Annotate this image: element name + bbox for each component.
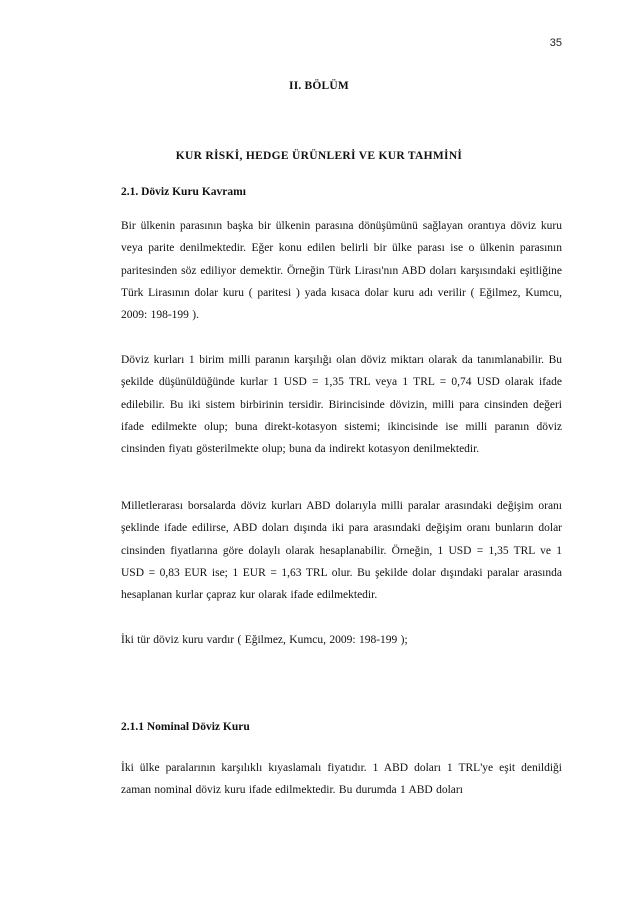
chapter-title: KUR RİSKİ, HEDGE ÜRÜNLERİ VE KUR TAHMİNİ [175,150,463,162]
paragraph: Bir ülkenin parasının başka bir ülkenin parasına dönüşümünü sağlayan orantıya döviz kuru veya parite denilmektedir. Eğer konu edilen belirli bir ülke parası ise o ülkenin parasının paritesinden söz ediliyor demektir. Örneğin Türk Lirası'nın ABD doları karşısındaki eşitliğine Türk Lirasının dolar kuru ( paritesi ) yada kısaca dolar kuru adı verilir ( Eğilmez, Kumcu, 2009: 198-199 ). [121,220,562,322]
page-number: 35 [549,37,562,49]
subsection-heading: 2.1.1 Nominal Döviz Kuru [121,721,250,733]
chapter-heading: II. BÖLÜM [289,80,349,92]
paragraph: Döviz kurları 1 birim milli paranın karşılığı olan döviz miktarı olarak da tanımlanabilir. Bu şekilde düşünüldüğünde kurlar 1 USD = 1,35 TRL veya 1 TRL = 0,74 USD olarak ifade edilebilir. Bu iki sistem birbirinin tersidir. Birincisinde dövizin, milli para cinsinden değeri ifade edilmekte olup; buna direkt-kotasyon sistemi; ikincisinde ise milli paranın döviz cinsinden fiyatı gösterilmekte olup; buna da indirekt kotasyon denilmektedir. [121,354,562,456]
paragraph: İki tür döviz kuru vardır ( Eğilmez, Kumcu, 2009: 198-199 ); [121,634,408,646]
paragraph: İki ülke paralarının karşılıklı kıyaslamalı fiyatıdır. 1 ABD doları 1 TRL'ye eşit denildiği zaman nominal döviz kuru ifade edilmektedir. Bu durumda 1 ABD doları [121,762,562,797]
paragraph: Milletlerarası borsalarda döviz kurları ABD dolarıyla milli paralar arasındaki değişim oranı şeklinde ifade edilirse, ABD doları dışında iki para arasındaki değişim oranı bunların dolar cinsinden fiyatlarına göre dolaylı olarak hesaplanabilir. Örneğin, 1 USD = 1,35 TRL ve 1 USD = 0,83 EUR ise; 1 EUR = 1,63 TRL olur. Bu şekilde dolar dışındaki paralar arasında hesaplanan kurlar çapraz kur olarak ifade edilmektedir. [121,500,562,602]
section-heading: 2.1. Döviz Kuru Kavramı [121,186,246,198]
